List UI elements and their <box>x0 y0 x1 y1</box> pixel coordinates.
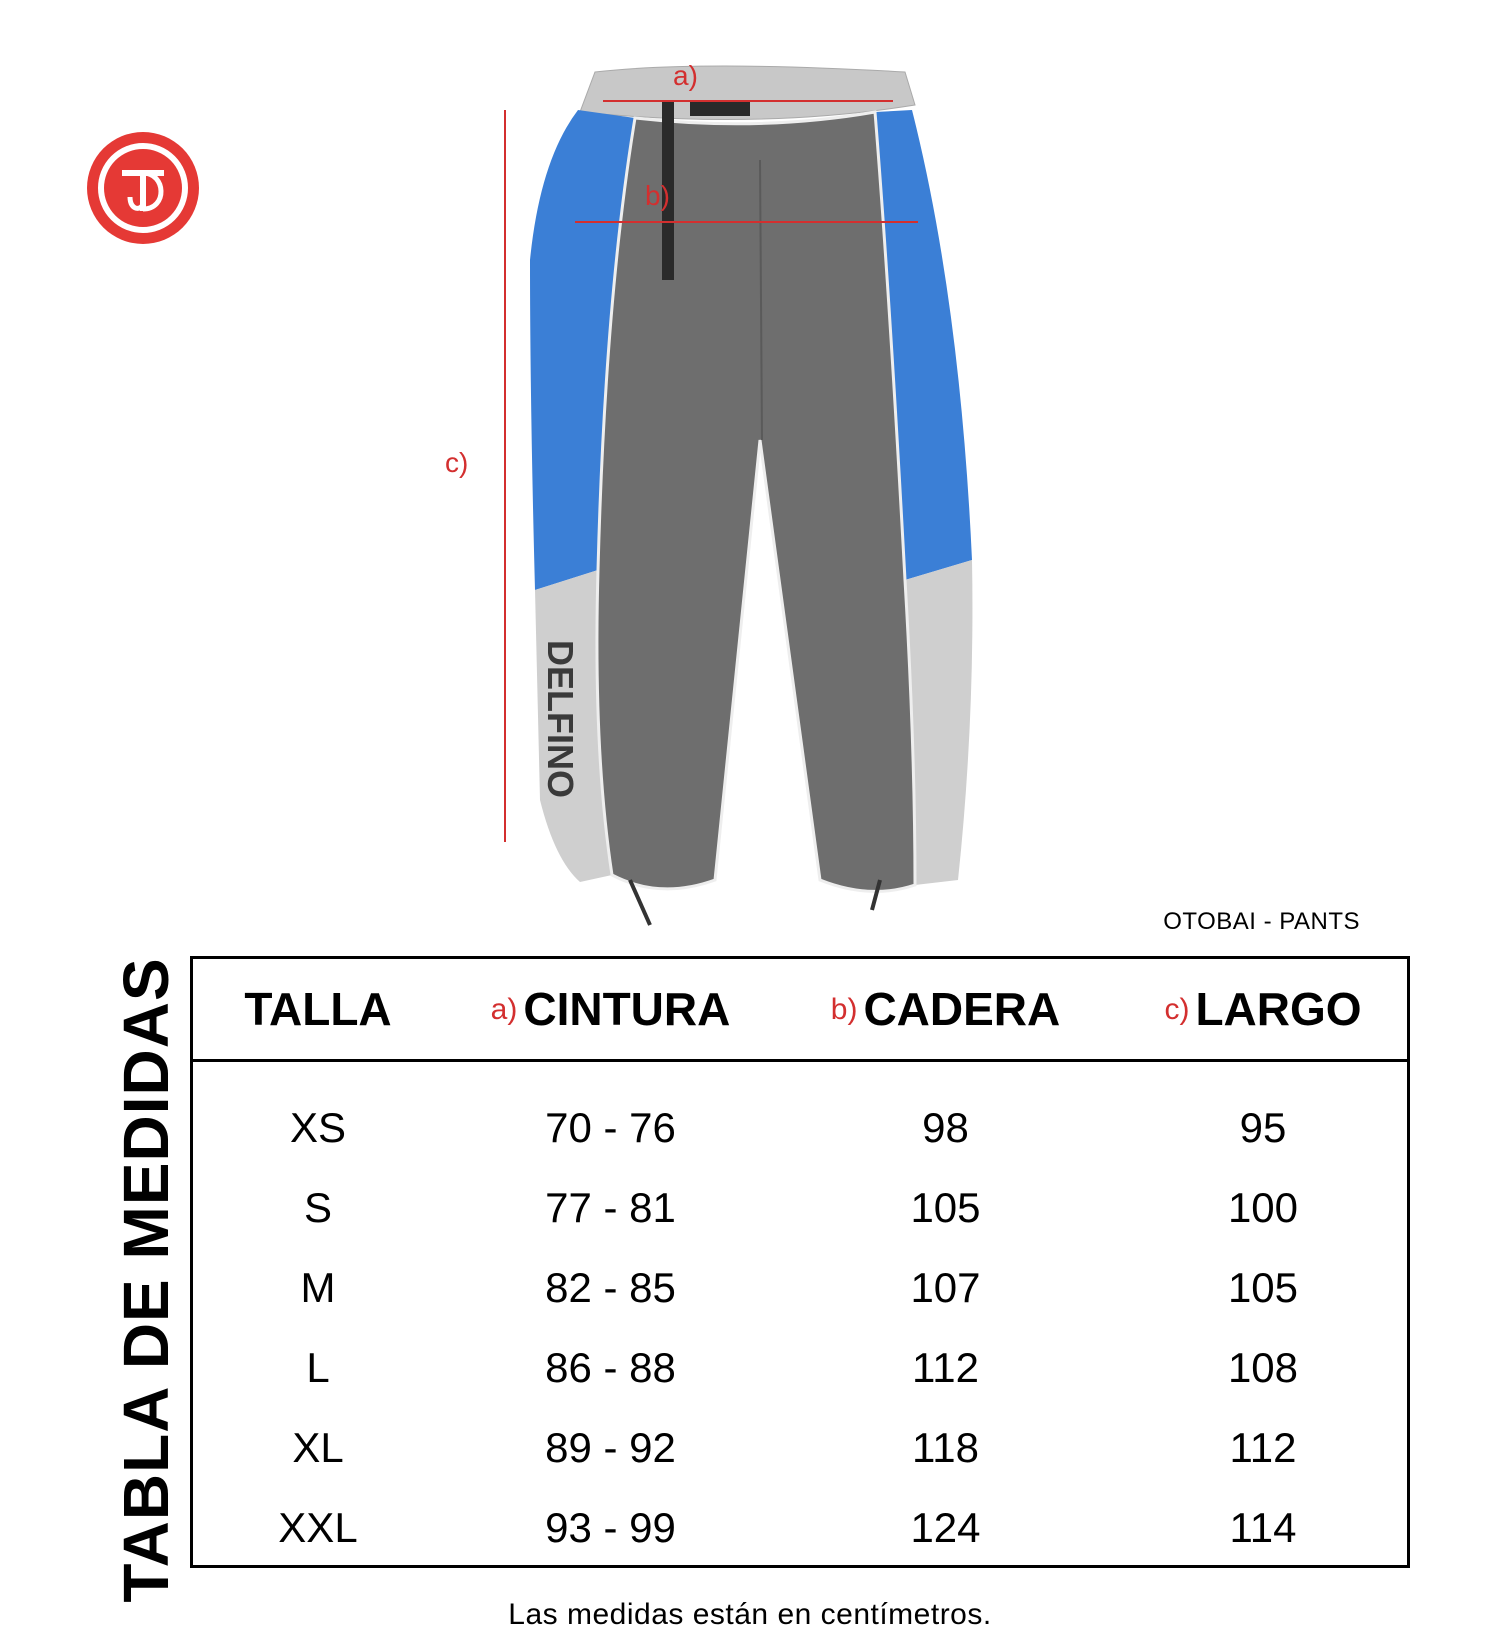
cell-cintura: 89 - 92 <box>545 1424 676 1471</box>
header-key: a) <box>490 993 518 1026</box>
measure-label-c: c) <box>445 447 469 478</box>
header-talla <box>193 982 443 1036</box>
cell-largo: 112 <box>1229 1424 1297 1471</box>
table-row <box>193 1168 1407 1248</box>
cell-cadera: 105 <box>910 1184 981 1231</box>
header-label: CADERA <box>863 983 1061 1035</box>
header-label: LARGO <box>1195 983 1362 1035</box>
cell-cintura: 93 - 99 <box>545 1504 676 1551</box>
header-cintura <box>443 982 778 1036</box>
header-label: TALLA <box>244 983 392 1035</box>
table-row <box>193 1328 1407 1408</box>
cell-size: L <box>306 1344 330 1391</box>
size-table <box>190 956 1410 1568</box>
side-print: DELFINO <box>540 640 581 798</box>
size-chart-title: TABLA DE MEDIDAS <box>110 957 182 1603</box>
cell-largo: 108 <box>1227 1344 1299 1391</box>
cell-cadera: 107 <box>910 1264 981 1311</box>
table-row <box>193 1408 1407 1488</box>
cell-largo: 105 <box>1227 1264 1299 1311</box>
table-body <box>193 1062 1407 1568</box>
cell-size: S <box>303 1184 332 1231</box>
header-label: CINTURA <box>523 983 731 1035</box>
product-name: OTOBAI - PANTS <box>1163 908 1360 935</box>
cell-size: XL <box>292 1424 344 1471</box>
cell-largo: 95 <box>1239 1104 1287 1151</box>
table-row <box>193 1088 1407 1168</box>
cell-cintura: 86 - 88 <box>545 1344 676 1391</box>
cell-largo: 100 <box>1227 1184 1299 1231</box>
cell-cintura: 82 - 85 <box>545 1264 676 1311</box>
cell-cadera: 112 <box>912 1344 979 1391</box>
cell-cintura: 77 - 81 <box>545 1184 676 1231</box>
header-key: b) <box>830 993 858 1026</box>
header-cadera <box>778 982 1113 1036</box>
cell-size: XS <box>289 1104 347 1151</box>
cell-size: XXL <box>278 1504 358 1551</box>
table-header <box>193 959 1407 1062</box>
measure-label-b: b) <box>645 180 670 211</box>
main-body <box>597 112 915 891</box>
cell-cadera: 118 <box>912 1424 979 1471</box>
measure-label-a: a) <box>673 60 698 91</box>
header-key: c) <box>1164 993 1190 1026</box>
cell-largo: 114 <box>1229 1504 1297 1551</box>
header-largo <box>1113 982 1413 1036</box>
cell-cadera: 98 <box>922 1104 969 1151</box>
cell-cintura: 70 - 76 <box>545 1104 676 1151</box>
cell-size: M <box>300 1264 336 1311</box>
pants-illustration <box>420 55 980 935</box>
table-row <box>193 1248 1407 1328</box>
table-row <box>193 1488 1407 1568</box>
units-footnote: Las medidas están en centímetros. <box>508 1598 992 1631</box>
cell-cadera: 124 <box>910 1504 981 1551</box>
brand-logo-icon <box>86 131 200 245</box>
